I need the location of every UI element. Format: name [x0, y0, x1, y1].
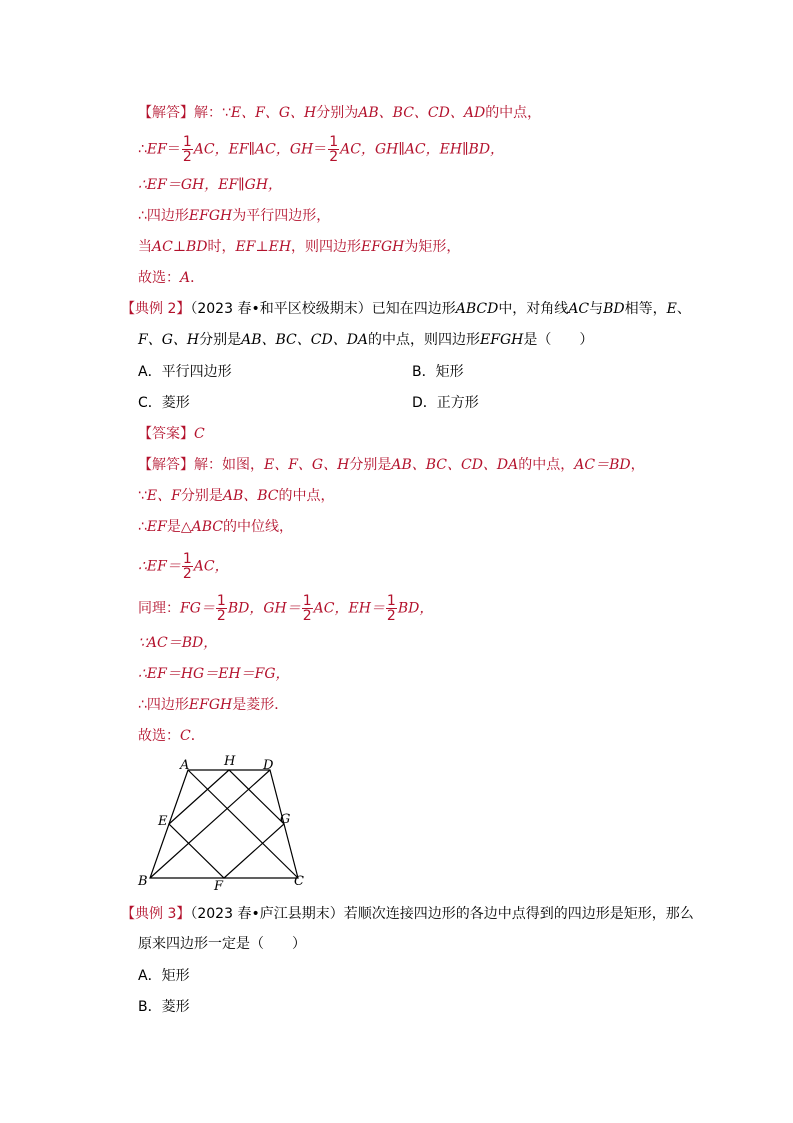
solution-line-5: 当AC⊥BD时，EF⊥EH，则四边形EFGH为矩形， [138, 239, 461, 255]
answer-value: C [194, 426, 205, 442]
solution-line-1: 【解答】解：∵E、F、G、H分别为AB、BC、CD、AD的中点， [138, 105, 542, 121]
label-a: A [180, 758, 190, 773]
example2-solution-line-4: ∴EF＝ $\frac{1}{2}$ AC， [138, 551, 229, 582]
label-b: B [138, 874, 148, 889]
example2-tag: 【典例 2】 [121, 301, 191, 317]
example2-solution-line-9: 故选：C． [138, 728, 205, 744]
label-e: E [158, 814, 168, 829]
label-h: H [224, 754, 236, 769]
option-b: B．矩形 [412, 364, 464, 380]
solution-line-6: 故选：A． [138, 270, 205, 286]
example2-question-line-1: 【典例 2】（2023 春•和平区校级期末）已知在四边形ABCD中，对角线AC与BD相等，E、 [121, 301, 691, 317]
solution-tag: 【解答】 [138, 457, 194, 473]
example2-solution-line-1: 【解答】解：如图，E、F、G、H分别是AB、BC、CD、DA的中点，AC＝BD， [138, 457, 645, 473]
solution-tag: 【解答】 [138, 105, 194, 121]
example2-solution-line-7: ∴EF＝HG＝EH＝FG， [138, 666, 290, 682]
solution-line-4: ∴四边形EFGH为平行四边形， [138, 208, 331, 224]
example2-solution-line-6: ∵AC＝BD， [138, 635, 218, 651]
fraction-half: $\frac{1}{2}$ [386, 593, 396, 624]
option-d: D．正方形 [412, 395, 479, 411]
example2-solution-line-5: 同理：FG＝ $\frac{1}{2}$ BD，GH＝ $\frac{1}{2}$ AC，EH＝ $\frac{1}{2}$ BD， [138, 593, 434, 624]
example2-solution-line-8: ∴四边形EFGH是菱形． [138, 697, 289, 713]
option-a: A．平行四边形 [138, 364, 232, 380]
fraction-half: $\frac{1}{2}$ [329, 134, 339, 165]
fraction-half: $\frac{1}{2}$ [182, 551, 192, 582]
option-c: C．菱形 [138, 395, 190, 411]
example2-question-line-2: F、G、H分别是AB、BC、CD、DA的中点，则四边形EFGH是（ ） [138, 332, 594, 348]
example3-question-line-2: 原来四边形一定是（ ） [138, 936, 306, 952]
fraction-half: $\frac{1}{2}$ [216, 593, 226, 624]
quadrilateral-efgh [169, 770, 284, 878]
label-c: C [294, 874, 304, 889]
example3-option-b: B．菱形 [138, 999, 190, 1015]
answer-tag: 【答案】 [138, 426, 194, 442]
label-f: F [214, 879, 224, 890]
example3-option-a: A．矩形 [138, 968, 190, 984]
example2-solution-line-3: ∴EF是△ABC的中位线， [138, 519, 294, 535]
quadrilateral-abcd [150, 770, 298, 878]
example2-solution-line-2: ∵E、F分别是AB、BC的中点， [138, 488, 335, 504]
solution-line-2: ∴EF＝ $\frac{1}{2}$ AC，EF∥AC，GH＝ $\frac{1}{2}$ AC，GH∥AC，EH∥BD， [138, 134, 505, 165]
fraction-half: $\frac{1}{2}$ [182, 134, 192, 165]
example3-question-line-1: 【典例 3】（2023 春•庐江县期末）若顺次连接四边形的各边中点得到的四边形是矩形，那么 [121, 906, 694, 922]
diagonal-bd [150, 770, 270, 878]
fraction-half: $\frac{1}{2}$ [302, 593, 312, 624]
label-g: G [280, 812, 291, 827]
example3-tag: 【典例 3】 [121, 906, 191, 922]
label-d: D [263, 758, 274, 773]
trapezoid-figure [130, 750, 320, 890]
solution-line-3: ∴EF＝GH，EF∥GH， [138, 177, 283, 193]
answer-line [138, 425, 205, 443]
